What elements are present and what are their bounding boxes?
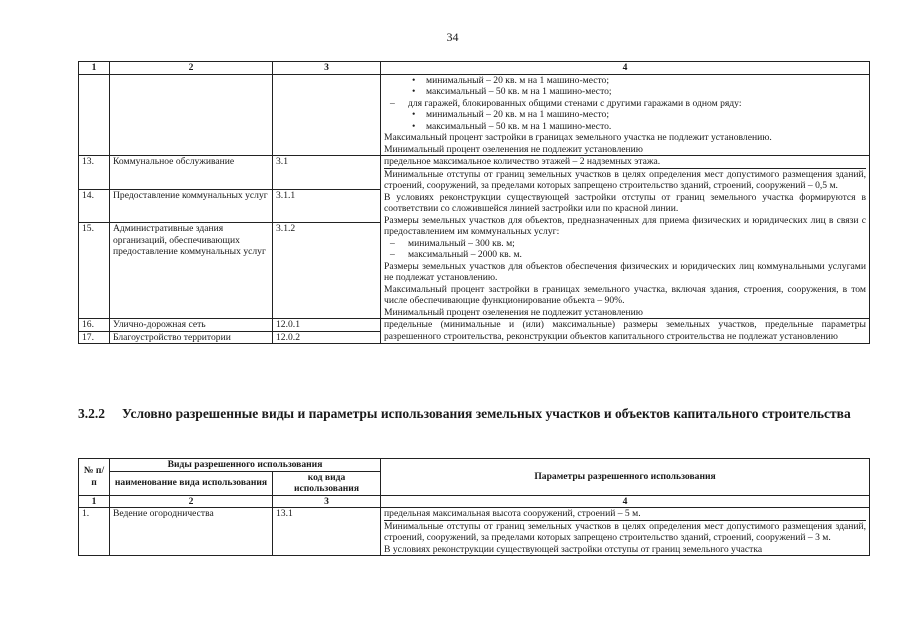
col-number: 1 [79, 62, 110, 75]
text-line: Минимальные отступы от границ земельных участков в целях определения мест допустимого размещения зданий, строений, сооружений, за пределами которых запрещено строительство зданий, строений, сооружений – 3 м. [384, 520, 867, 543]
params-cell [381, 319, 870, 344]
text-line: Максимальный процент застройки в границах земельного участка не подлежит установлению. [384, 132, 772, 143]
section-number: 3.2.2 [78, 406, 105, 421]
header-row [79, 459, 870, 472]
params-cell [381, 508, 870, 556]
use-name: Предоставление коммунальных услуг [110, 189, 273, 223]
col-number: 4 [381, 495, 870, 508]
use-code: 13.1 [273, 508, 381, 556]
use-name: Благоустройство территории [110, 331, 273, 344]
use-code: 3.1.1 [273, 189, 381, 223]
bullet-line: • минимальный – 20 кв. м на 1 машино-место; [384, 109, 866, 121]
text-line: Размеры земельных участков для объектов, предназначенных для приема физических и юридических лиц в связи с предоставлением им коммунальных услуг: [384, 214, 866, 237]
text-line: Минимальный процент озеленения не подлежит установлению [384, 143, 643, 155]
text-line: Размеры земельных участков для объектов обеспечения физических и юридических лиц коммунальными услугами не подлежат установлению. [384, 260, 866, 283]
header-num: № п/п [79, 459, 110, 496]
col-number: 3 [273, 495, 381, 508]
column-number-row [79, 495, 870, 508]
use-code: 3.1.2 [273, 223, 381, 319]
col-number: 4 [381, 62, 870, 75]
bullet-line: • минимальный – 20 кв. м на 1 машино-место; [384, 75, 866, 87]
use-name: Ведение огородничества [110, 508, 273, 556]
use-code: 12.0.2 [273, 331, 381, 344]
text-line: предельная максимальная высота сооружений, строений – 5 м. [384, 508, 866, 521]
use-code: 3.1 [273, 156, 381, 190]
text-line: предельные (минимальные и (или) максимальные) размеры земельных участков, предельные параметры разрешенного строительства, реконструкции объектов капитального строительства не подлежат установлению [384, 319, 866, 342]
table-row [79, 74, 870, 156]
dash-line: – максимальный – 2000 кв. м. [384, 249, 866, 261]
use-name: Коммунальное обслуживание [110, 156, 273, 190]
params-cell [381, 156, 870, 319]
header-params: Параметры разрешенного использования [381, 459, 870, 496]
text-line: предельное максимальное количество этажей – 2 надземных этажа. [384, 156, 866, 169]
row-number: 1. [79, 508, 110, 556]
header-code: код вида использования [273, 471, 381, 495]
section-title: Условно разрешенные виды и параметры использования земельных участков и объектов капитального строительства [122, 406, 851, 421]
col-number: 1 [79, 495, 110, 508]
section-heading [78, 405, 870, 422]
col-number: 3 [273, 62, 381, 75]
table-row [79, 156, 870, 190]
header-name: наименование вида использования [110, 471, 273, 495]
table-row [79, 319, 870, 332]
row-number: 13. [79, 156, 110, 190]
params-cell [381, 74, 870, 156]
row-number: 14. [79, 189, 110, 223]
table-row [79, 508, 870, 556]
dash-line: – для гаражей, блокированных общими стенами с другими гаражами в одном ряду: [384, 98, 866, 110]
conditional-uses-table [78, 458, 870, 556]
text-line: Минимальный процент озеленения не подлежит установлению [384, 306, 643, 318]
permitted-uses-table [78, 61, 870, 344]
row-number: 16. [79, 319, 110, 332]
header-group: Виды разрешенного использования [110, 459, 381, 472]
text-line: В условиях реконструкции существующей застройки отступы от границ земельного участка [384, 543, 763, 555]
page-number: 34 [446, 30, 459, 44]
row-number: 15. [79, 223, 110, 319]
bullet-line: • максимальный – 50 кв. м на 1 машино-место; [384, 86, 866, 98]
bullet-line: • максимальный – 50 кв. м на 1 машино-место. [384, 121, 866, 133]
dash-line: – минимальный – 300 кв. м; [384, 238, 866, 250]
use-code: 12.0.1 [273, 319, 381, 332]
text-line: Максимальный процент застройки в границах земельного участка, включая здания, строения, сооружения, в том числе обеспечивающие функционирование объекта – 90%. [384, 283, 866, 306]
col-number: 2 [110, 495, 273, 508]
text-line: В условиях реконструкции существующей застройки отступы от границ земельного участка формируются в соответствии со сложившейся линией застройки или по красной линии. [384, 191, 866, 214]
text-line: Минимальные отступы от границ земельных участков в целях определения мест допустимого размещения зданий, строений, сооружений, за пределами которых запрещено строительство зданий, строений, сооружений – 0,5 м. [384, 168, 866, 191]
use-name: Улично-дорожная сеть [110, 319, 273, 332]
row-number: 17. [79, 331, 110, 344]
col-number: 2 [110, 62, 273, 75]
use-name: Административные здания организаций, обеспечивающих предоставление коммунальных услуг [110, 223, 273, 319]
column-number-row [79, 62, 870, 75]
